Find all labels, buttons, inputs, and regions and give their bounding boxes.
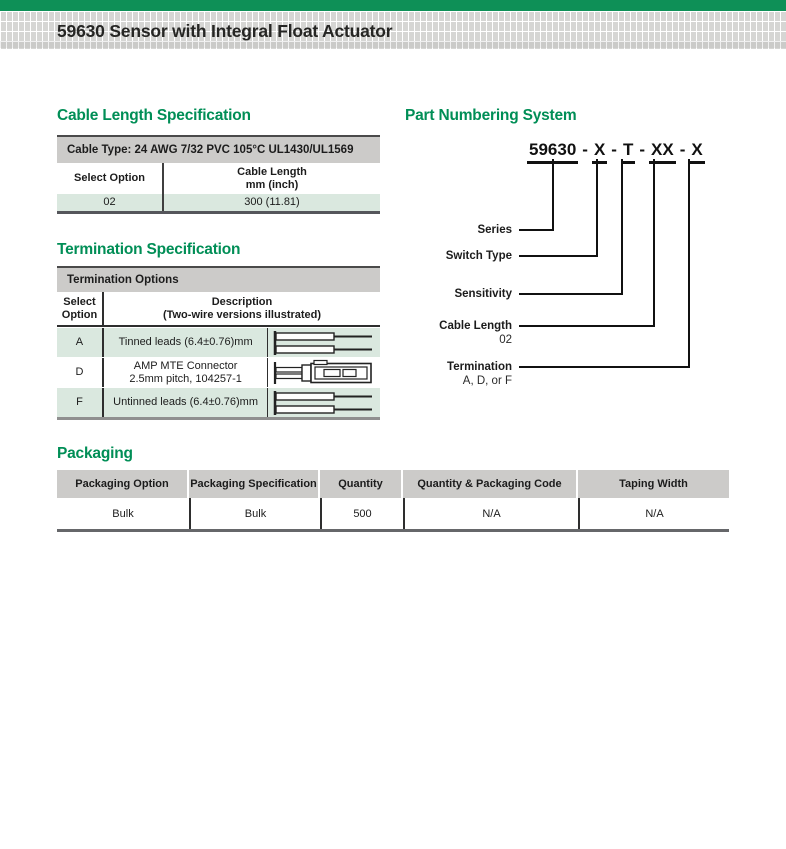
callout-label-termination: Termination (447, 361, 512, 373)
untinned-leads-icon (272, 390, 376, 416)
termination-header-divider (57, 325, 380, 327)
packaging-quantity-value: 500 (320, 498, 403, 529)
termination-col-header-description (102, 292, 380, 325)
termination-illustration-cell-d (267, 358, 380, 387)
packaging-option-value: Bulk (112, 507, 134, 520)
callout-value-termination: A, D, or F (462, 375, 512, 387)
packaging-col-header-quantity: Quantity (320, 470, 401, 498)
part-number-separator: - (582, 140, 588, 159)
callout-label-sensitivity: Sensitivity (454, 288, 512, 300)
part-number-separator: - (611, 140, 617, 159)
packaging-data-row (57, 498, 729, 529)
cable-length-table (57, 135, 380, 214)
termination-illustration-cell-a (267, 328, 380, 357)
packaging-col-header-option: Packaging Option (57, 470, 187, 498)
part-number-separator: - (639, 140, 646, 159)
amp-mte-connector-icon (272, 359, 376, 387)
part-number-segment-series: 59630 (527, 140, 578, 164)
tinned-leads-icon (272, 330, 376, 356)
select-label-line1: Select (63, 295, 96, 308)
page-title: 59630 Sensor with Integral Float Actuator (57, 21, 393, 41)
termination-table (57, 266, 380, 420)
cable-col-header-select-option: Select Option (74, 172, 145, 184)
termination-desc-f (102, 388, 267, 417)
packaging-col-header-qty-pkg-code: Quantity & Packaging Code (403, 470, 576, 498)
top-accent-bar (0, 0, 786, 11)
callout-value-cable-length: 02 (499, 334, 512, 346)
cable-col-header-cable-length (162, 163, 380, 194)
termination-desc-a (102, 328, 267, 357)
select-label-line2: Option (61, 308, 98, 321)
packaging-specification-value: Bulk (189, 498, 320, 529)
termination-desc-d (102, 358, 267, 387)
part-number-segment-cable-length: XX (649, 140, 676, 164)
packaging-table (57, 470, 729, 532)
packaging-col-header-taping-width: Taping Width (578, 470, 729, 498)
termination-illustration-cell-f (267, 388, 380, 417)
cable-length-value: 300 (11.81) (162, 194, 380, 211)
part-number-segment-switch-type: X (592, 140, 607, 164)
cable-col-header-line1: Cable Length (237, 165, 307, 178)
packaging-qty-pkg-code-value: N/A (403, 498, 578, 529)
cable-table-header-row (57, 163, 380, 194)
termination-option-f: F (76, 396, 83, 408)
termination-spec-heading: Termination Specification (57, 241, 241, 258)
packaging-col-header-specification: Packaging Specification (189, 470, 318, 498)
part-number-callout-lines (519, 159, 699, 374)
cable-length-spec-heading: Cable Length Specification (57, 107, 251, 124)
termination-desc-f-line1: Untinned leads (6.4±0.76)mm (113, 396, 259, 408)
termination-row-d (57, 358, 380, 387)
termination-header-row (57, 292, 380, 325)
packaging-heading: Packaging (57, 445, 133, 462)
termination-desc-d-line2: 2.5mm pitch, 104257-1 (129, 372, 242, 385)
part-number-segment-sensitivity: T (621, 140, 635, 164)
description-label-line2: (Two-wire versions illustrated) (162, 308, 322, 321)
termination-option-d: D (75, 366, 84, 378)
termination-option-a: A (75, 336, 84, 348)
termination-row-a (57, 328, 380, 357)
callout-label-cable-length: Cable Length (439, 320, 512, 332)
termination-row-f (57, 388, 380, 417)
termination-col-header-select-option (57, 292, 102, 325)
callout-label-switch-type: Switch Type (445, 250, 512, 262)
part-numbering-heading: Part Numbering System (405, 107, 577, 124)
termination-options-band: Termination Options (57, 268, 380, 292)
packaging-taping-width-value: N/A (578, 498, 729, 529)
header-texture-band (0, 11, 786, 49)
cable-option-value: 02 (103, 196, 116, 208)
description-label-line1: Description (211, 295, 273, 308)
termination-desc-a-line1: Tinned leads (6.4±0.76)mm (118, 336, 253, 348)
part-number-segment-termination: X (689, 140, 704, 164)
callout-label-series: Series (477, 224, 512, 236)
cable-table-data-row (57, 194, 380, 211)
termination-desc-d-line1: AMP MTE Connector (133, 359, 238, 372)
part-number-separator: - (679, 140, 686, 159)
cable-col-header-line2: mm (inch) (245, 178, 299, 191)
packaging-header-row (57, 470, 729, 498)
cable-type-band: Cable Type: 24 AWG 7/32 PVC 105°C UL1430/UL1569 (57, 137, 380, 163)
